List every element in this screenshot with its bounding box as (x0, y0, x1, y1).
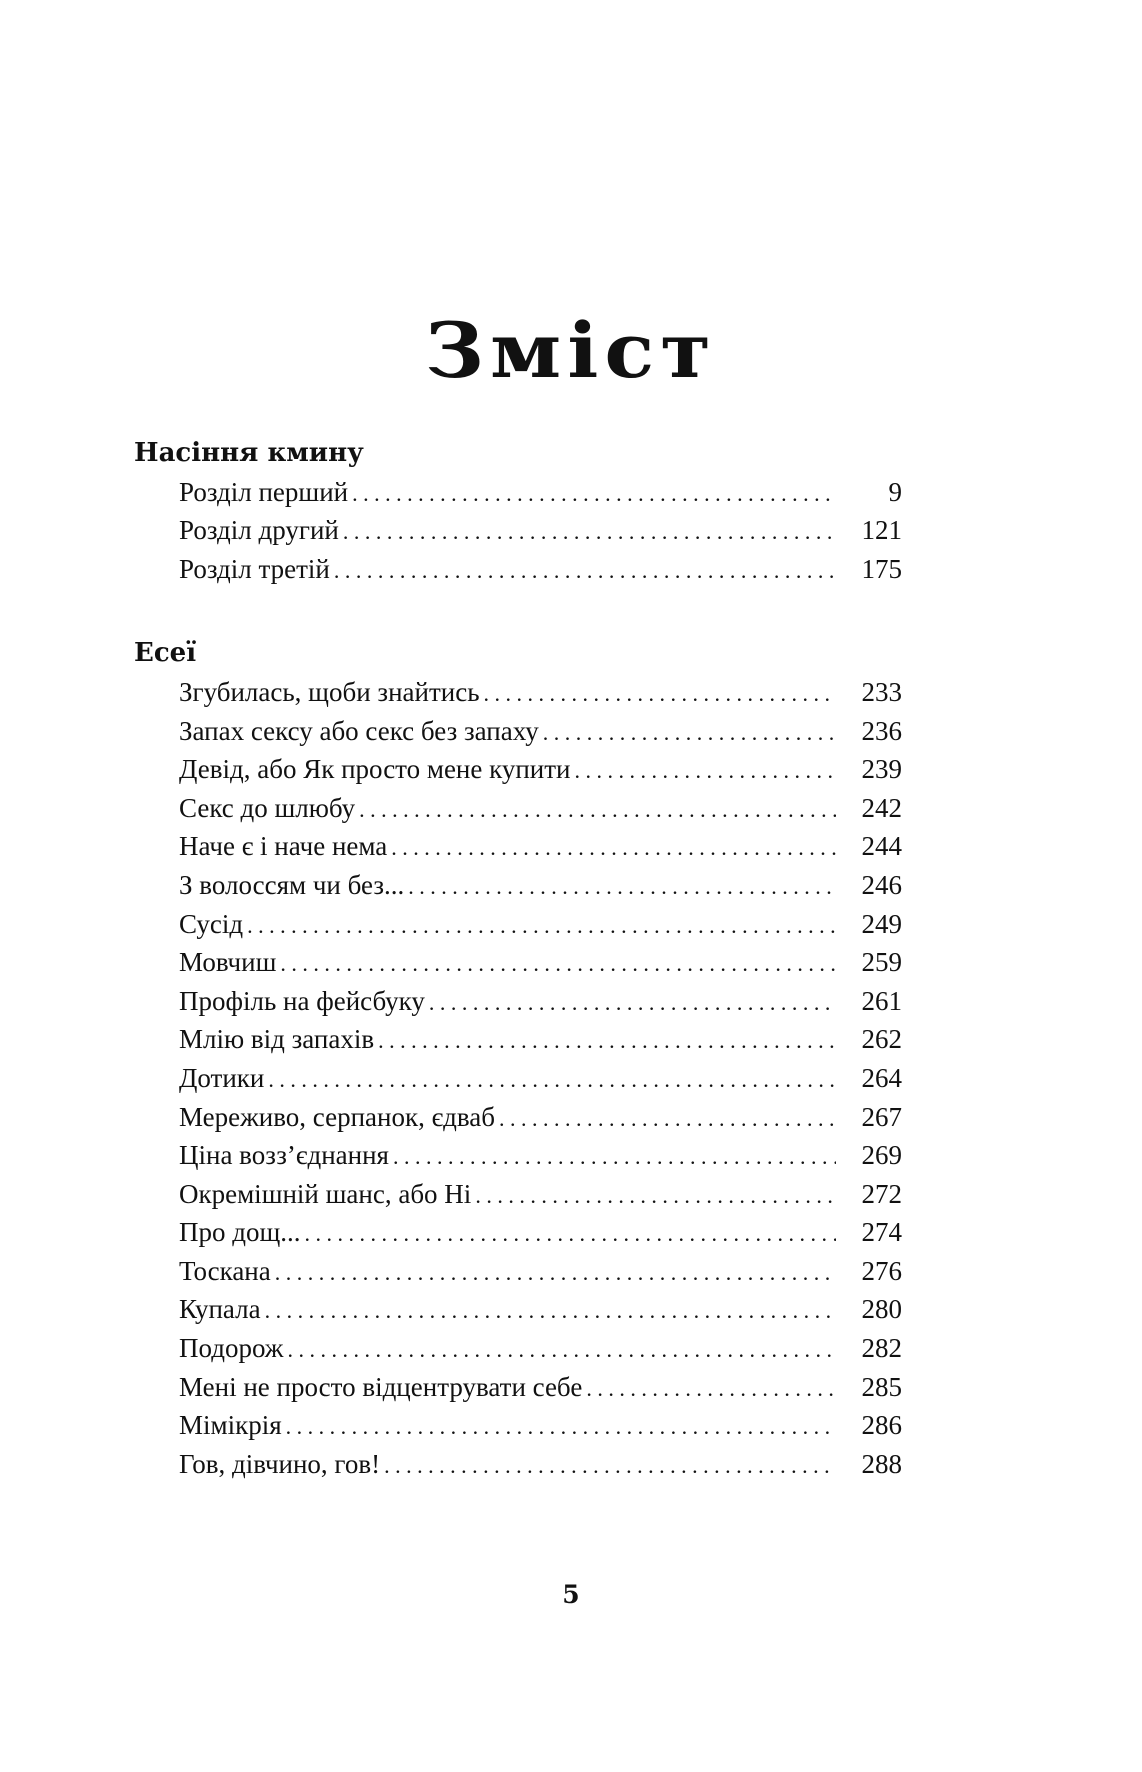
dot-leader (280, 945, 836, 984)
entry-title: Мімікрія (179, 1410, 282, 1441)
dot-leader (286, 1408, 836, 1447)
entry-page-number: 246 (861, 869, 902, 900)
entry-title: Ціна возз’єднання (179, 1140, 389, 1171)
dot-leader (247, 907, 836, 946)
table-of-contents (134, 434, 902, 1483)
dot-leader (378, 1022, 836, 1061)
entry-page-number: 242 (861, 792, 902, 823)
entry-title: Мереживо, серпанок, єдваб (179, 1101, 496, 1132)
toc-entry (179, 712, 902, 751)
entry-title: Подорож (179, 1333, 284, 1364)
entry-title: Мовчиш (179, 947, 277, 978)
entry-title: Розділ перший (179, 476, 349, 507)
entry-title: Профіль на фейсбуку (179, 985, 425, 1016)
toc-entry (179, 1059, 902, 1098)
entry-page-number: 244 (861, 831, 902, 862)
entry-page-number: 288 (861, 1448, 902, 1479)
entry-page-number: 269 (861, 1140, 902, 1171)
dot-leader (359, 791, 836, 830)
entry-title: Секс до шлюбу (179, 792, 356, 823)
dot-leader (408, 868, 836, 907)
entry-title: Мені не просто відцентрувати себе (179, 1371, 583, 1402)
section-heading: Есеї (134, 638, 197, 669)
dot-leader (391, 829, 836, 868)
entry-page-number: 286 (861, 1410, 902, 1441)
entry-page-number: 249 (861, 908, 902, 939)
toc-entry (179, 1136, 902, 1175)
toc-entry (179, 1368, 902, 1407)
entry-title: Про дощ... (179, 1217, 301, 1248)
toc-entry (179, 1098, 902, 1137)
entry-title: Згубилась, щоби знайтись (179, 676, 480, 707)
dot-leader (429, 984, 836, 1023)
entry-page-number: 264 (861, 1062, 902, 1093)
entry-title: Млію від запахів (179, 1024, 375, 1055)
entry-title: Сусід (179, 908, 244, 939)
entry-page-number: 280 (861, 1294, 902, 1325)
dot-leader (265, 1292, 836, 1331)
entry-title: Тоскана (179, 1255, 271, 1286)
dot-leader (352, 475, 836, 514)
toc-entry (179, 1020, 902, 1059)
toc-entry (179, 982, 902, 1021)
toc-entry (179, 1329, 902, 1368)
dot-leader (484, 675, 836, 714)
dot-leader (543, 714, 836, 753)
entry-page-number: 262 (861, 1024, 902, 1055)
entry-page-number: 267 (861, 1101, 902, 1132)
dot-leader (575, 752, 837, 791)
entry-page-number: 261 (861, 985, 902, 1016)
toc-entry (179, 1175, 902, 1214)
entry-page-number: 285 (861, 1371, 902, 1402)
dot-leader (268, 1061, 836, 1100)
toc-section (134, 434, 902, 588)
toc-entry (179, 1213, 902, 1252)
entry-page-number: 175 (861, 553, 902, 584)
entry-page-number: 274 (861, 1217, 902, 1248)
toc-entry (179, 1252, 902, 1291)
toc-entry (179, 1406, 902, 1445)
dot-leader (305, 1215, 836, 1254)
toc-entry (179, 473, 902, 512)
entry-page-number: 272 (861, 1178, 902, 1209)
dot-leader (393, 1138, 836, 1177)
entry-page-number: 236 (861, 715, 902, 746)
toc-entry (179, 1445, 902, 1484)
entry-title: Розділ третій (179, 553, 330, 584)
dot-leader (343, 513, 836, 552)
entry-title: Купала (179, 1294, 261, 1325)
entry-list (134, 473, 902, 589)
toc-entry (179, 905, 902, 944)
entry-title: Розділ другий (179, 515, 339, 546)
toc-entry (179, 827, 902, 866)
entry-title: Девід, або Як просто мене купити (179, 754, 571, 785)
toc-entry (179, 750, 902, 789)
entry-title: Дотики (179, 1062, 265, 1093)
entry-list (134, 673, 902, 1483)
entry-page-number: 233 (861, 676, 902, 707)
dot-leader (275, 1254, 836, 1293)
page-title: Зміст (424, 306, 718, 396)
dot-leader (499, 1100, 836, 1139)
dot-leader (586, 1370, 836, 1409)
toc-entry (179, 673, 902, 712)
toc-entry (179, 550, 902, 589)
toc-entry (179, 1290, 902, 1329)
dot-leader (287, 1331, 836, 1370)
entry-page-number: 239 (861, 754, 902, 785)
toc-entry (179, 866, 902, 905)
page-number: 5 (562, 1580, 580, 1609)
toc-section (134, 634, 902, 1483)
entry-title: Запах сексу або секс без запаху (179, 715, 539, 746)
section-heading: Насіння кмину (134, 438, 364, 468)
entry-title: Окремішній шанс, або Ні (179, 1178, 472, 1209)
toc-entry (179, 789, 902, 828)
entry-page-number: 259 (861, 947, 902, 978)
entry-page-number: 276 (861, 1255, 902, 1286)
entry-page-number: 282 (861, 1333, 902, 1364)
dot-leader (384, 1447, 836, 1486)
dot-leader (475, 1177, 836, 1216)
toc-entry (179, 943, 902, 982)
entry-page-number: 121 (861, 515, 902, 546)
entry-title: З волоссям чи без... (179, 869, 405, 900)
dot-leader (334, 552, 836, 591)
entry-title: Наче є і наче нема (179, 831, 388, 862)
toc-entry (179, 511, 902, 550)
entry-page-number: 9 (888, 476, 902, 507)
entry-title: Гов, дівчино, гов! (179, 1448, 381, 1479)
